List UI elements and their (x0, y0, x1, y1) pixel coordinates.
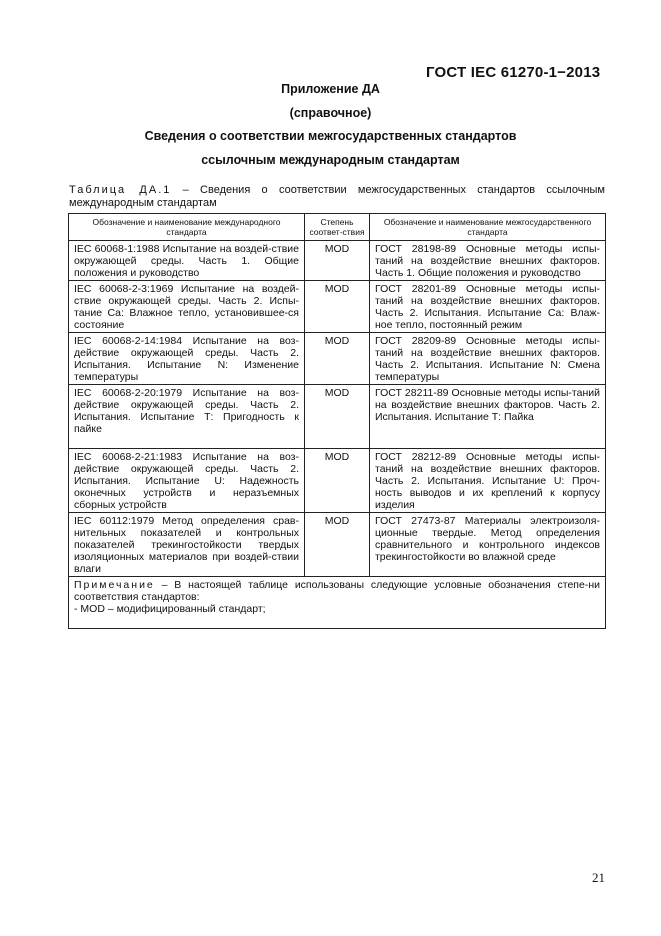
header-cell-degree: Степень соответ-ствия (305, 214, 370, 241)
table-row (69, 281, 606, 333)
cell-intl: IEC 60112:1979 Метод определения срав-нительных показателей и контрольных показателей трекингостойкости твердых изоляционных материалов при воздей-ствии влаги (69, 513, 305, 577)
correspondence-table (68, 213, 606, 629)
cell-intl: IEC 60068-2-14:1984 Испытание на воз-действие окружающей среды. Часть 2. Испытания. Испытание N: Изменение температуры (69, 333, 305, 385)
cell-interstate: ГОСТ 28198-89 Основные методы испы-таний на воздействие внешних факторов. Часть 1. Общие положения и руководство (370, 241, 606, 281)
table-caption (69, 184, 605, 210)
header-cell-interstate: Обозначение и наименование межгосударственного стандарта (370, 214, 606, 241)
note-text: – В настоящей таблице использованы следующие условные обозначения степе-ни соответствия стандартов: (74, 579, 600, 603)
table-caption-text: – Сведения о соответствии межгосударственных стандартов ссылочным международным стандартам (69, 184, 605, 209)
cell-interstate: ГОСТ 28201-89 Основные методы испы-таний на воздействие внешних факторов. Часть 2. Испытания. Испытание Са: Влаж-ное тепло, постоянный режим (370, 281, 606, 333)
table-row (69, 241, 606, 281)
cell-interstate: ГОСТ 28212-89 Основные методы испы-таний на воздействие внешних факторов. Часть 2. Испытания. Испытание U: Проч-ность выводов и их креплений к корпусу изделия (370, 449, 606, 513)
cell-degree: MOD (305, 281, 370, 333)
appendix-heading-line2: ссылочным международным стандартам (201, 153, 460, 167)
appendix-subtitle: (справочное) (289, 106, 372, 120)
cell-degree: MOD (305, 513, 370, 577)
cell-intl: IEC 60068-2-3:1969 Испытание на воздей-ствие окружающей среды. Часть 2. Испы-тание Са: Влажное тепло, установившее-ся состояние (69, 281, 305, 333)
cell-interstate: ГОСТ 28209-89 Основные методы испы-таний на воздействие внешних факторов. Часть 2. Испытания. Испытание N: Смена температуры (370, 333, 606, 385)
cell-degree: MOD (305, 241, 370, 281)
document-code: ГОСТ IEC 61270-1−2013 (426, 64, 601, 81)
appendix-heading-line1: Сведения о соответствии межгосударственных стандартов (144, 129, 517, 143)
cell-interstate: ГОСТ 27473-87 Материалы электроизоля-ционные твердые. Метод определения сравнительного и контрольного индексов трекингостойкости во влажной среде (370, 513, 606, 577)
cell-degree: MOD (305, 385, 370, 449)
table-row (69, 513, 606, 577)
page-number: 21 (592, 870, 605, 885)
cell-intl: IEC 60068-2-20:1979 Испытание на воз-действие окружающей среды. Часть 2. Испытания. Испытание Т: Пригодность к пайке (69, 385, 305, 449)
table-row (69, 385, 606, 449)
header-cell-intl: Обозначение и наименование международного стандарта (69, 214, 305, 241)
table-row (69, 449, 606, 513)
cell-intl: IEC 60068-2-21:1983 Испытание на воз-действие окружающей среды. Часть 2. Испытания. Испытание U: Надежность оконечных устройств и неразъемных сборных устройств (69, 449, 305, 513)
appendix-title: Приложение ДА (281, 82, 380, 96)
cell-degree: MOD (305, 333, 370, 385)
note-label: Примечание (74, 579, 155, 591)
note-item: - MOD – модифицированный стандарт; (74, 603, 266, 615)
table-note (69, 577, 606, 629)
table-note-row (69, 577, 606, 629)
cell-interstate: ГОСТ 28211-89 Основные методы испы-таний на воздействие внешних факторов. Часть 2. Испытания. Испытание Т: Пайка (370, 385, 606, 449)
cell-intl: IEC 60068-1:1988 Испытание на воздей-ствие окружающей среды. Часть 1. Общие положения и руководство (69, 241, 305, 281)
table-row (69, 333, 606, 385)
table-header-row (69, 214, 606, 241)
cell-degree: MOD (305, 449, 370, 513)
table-caption-label: Таблица ДА.1 (69, 184, 172, 196)
